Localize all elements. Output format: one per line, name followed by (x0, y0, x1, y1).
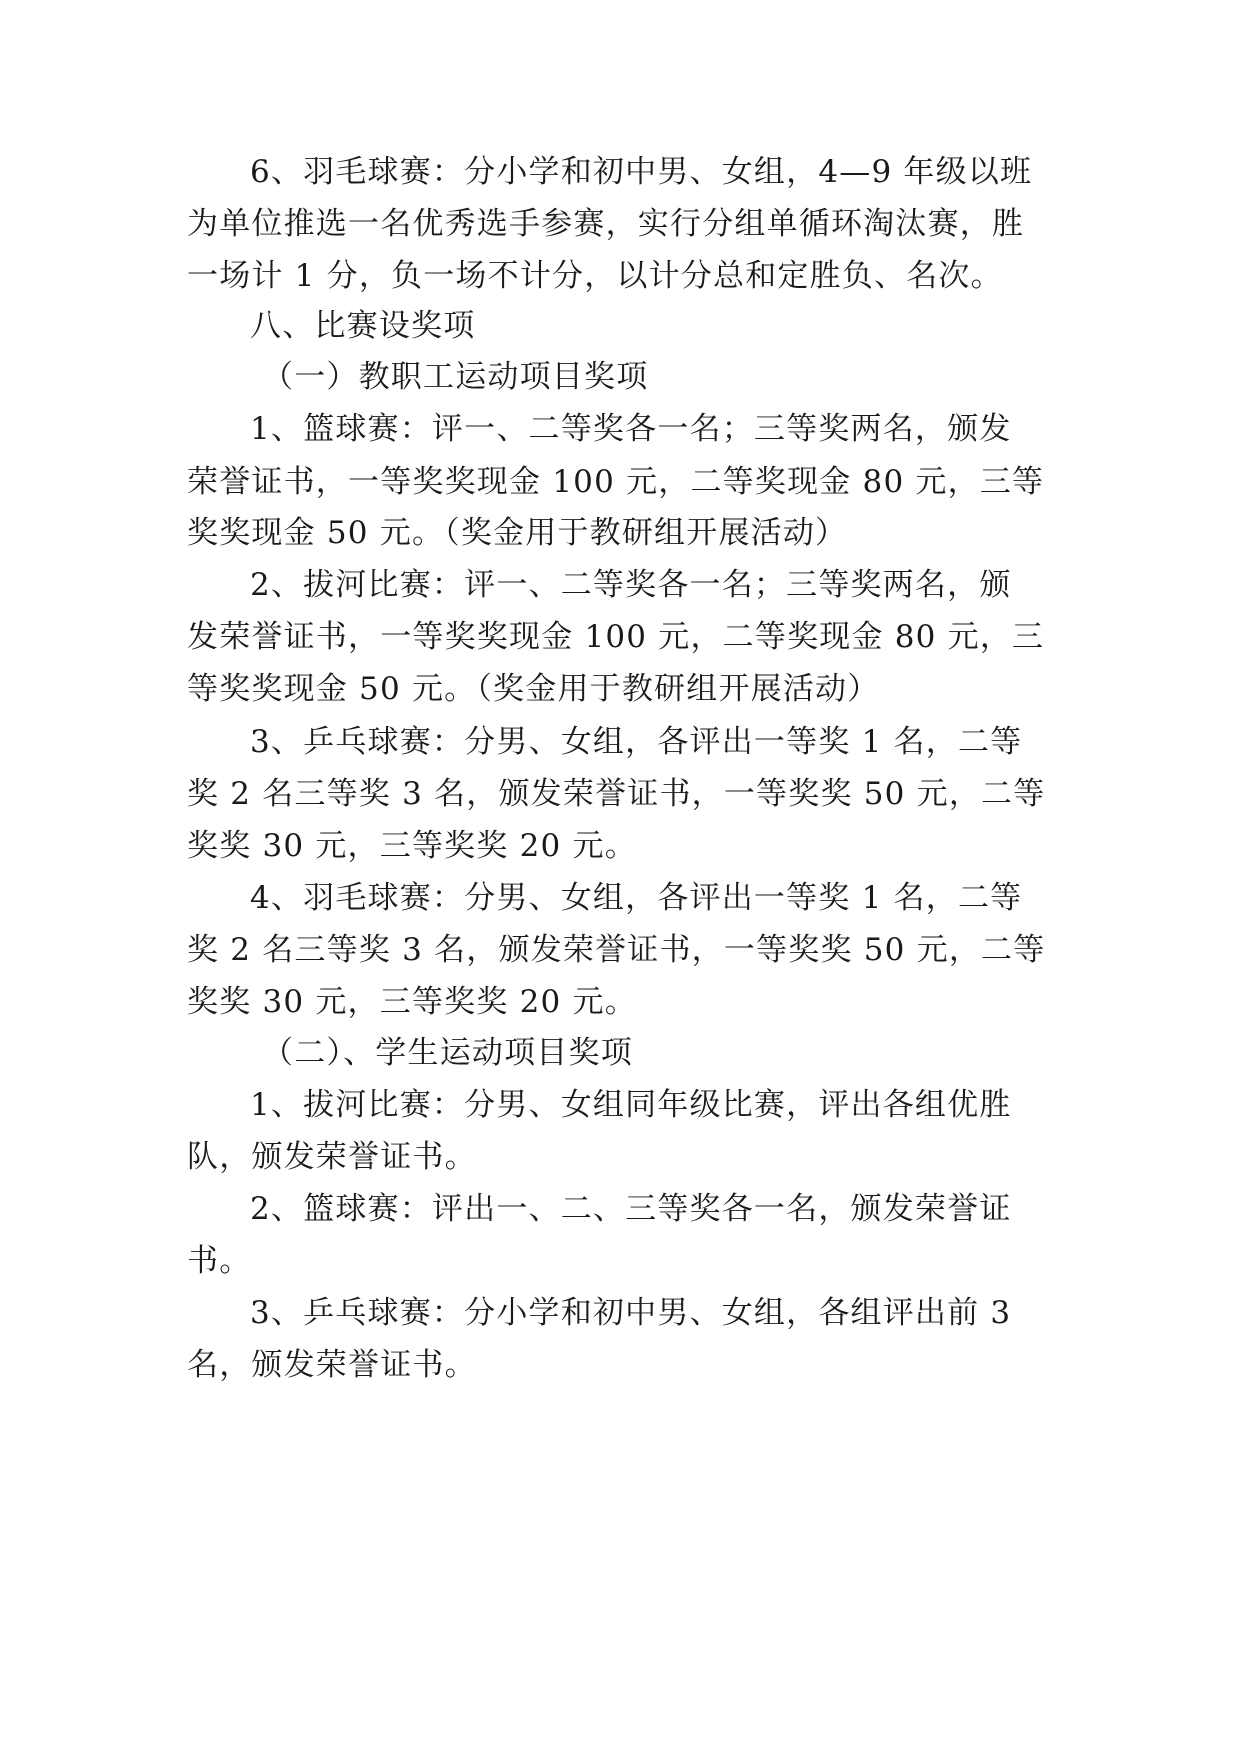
student-pingpong-line-1: 3、乒乓球赛：分小学和初中男、女组，各组评出前 3 (250, 1295, 1012, 1331)
staff-pingpong-line-1: 3、乒乓球赛：分男、女组，各评出一等奖 1 名，二等 (250, 724, 1023, 760)
subheading-staff-awards: （一）教职工运动项目奖项 (262, 359, 649, 395)
subheading-student-awards: （二）、学生运动项目奖项 (262, 1035, 633, 1071)
student-tugofwar-line-1: 1、拔河比赛：分男、女组同年级比赛，评出各组优胜 (250, 1087, 1012, 1123)
staff-basketball-line-2: 荣誉证书，一等奖奖现金 100 元，二等奖现金 80 元，三等 (187, 464, 1045, 500)
student-basketball-line-2: 书。 (187, 1243, 252, 1279)
student-pingpong-line-2: 名，颁发荣誉证书。 (187, 1347, 477, 1383)
staff-basketball-line-3: 奖奖现金 50 元。（奖金用于教研组开展活动） (187, 515, 848, 551)
item-6-badminton-line-3: 一场计 1 分，负一场不计分，以计分总和定胜负、名次。 (187, 258, 1003, 294)
student-tugofwar-line-2: 队，颁发荣誉证书。 (187, 1139, 477, 1175)
item-6-badminton-line-2: 为单位推选一名优秀选手参赛，实行分组单循环淘汰赛，胜 (187, 206, 1025, 242)
student-basketball-line-1: 2、篮球赛：评出一、二、三等奖各一名，颁发荣誉证 (250, 1191, 1012, 1227)
staff-badminton-line-2: 奖 2 名三等奖 3 名，颁发荣誉证书，一等奖奖 50 元，二等 (187, 932, 1046, 968)
staff-badminton-line-3: 奖奖 30 元，三等奖奖 20 元。 (187, 984, 637, 1020)
section-heading-awards: 八、比赛设奖项 (250, 308, 476, 344)
staff-tugofwar-line-1: 2、拔河比赛：评一、二等奖各一名；三等奖两名，颁 (250, 567, 1012, 603)
staff-tugofwar-line-3: 等奖奖现金 50 元。（奖金用于教研组开展活动） (187, 671, 880, 707)
staff-basketball-line-1: 1、篮球赛：评一、二等奖各一名；三等奖两名，颁发 (250, 411, 1012, 447)
item-6-badminton-line-1: 6、羽毛球赛：分小学和初中男、女组，4—9 年级以班 (250, 154, 1033, 190)
staff-pingpong-line-2: 奖 2 名三等奖 3 名，颁发荣誉证书，一等奖奖 50 元，二等 (187, 776, 1046, 812)
staff-tugofwar-line-2: 发荣誉证书，一等奖奖现金 100 元，二等奖现金 80 元，三 (187, 619, 1045, 655)
staff-pingpong-line-3: 奖奖 30 元，三等奖奖 20 元。 (187, 828, 637, 864)
staff-badminton-line-1: 4、羽毛球赛：分男、女组，各评出一等奖 1 名，二等 (250, 880, 1023, 916)
